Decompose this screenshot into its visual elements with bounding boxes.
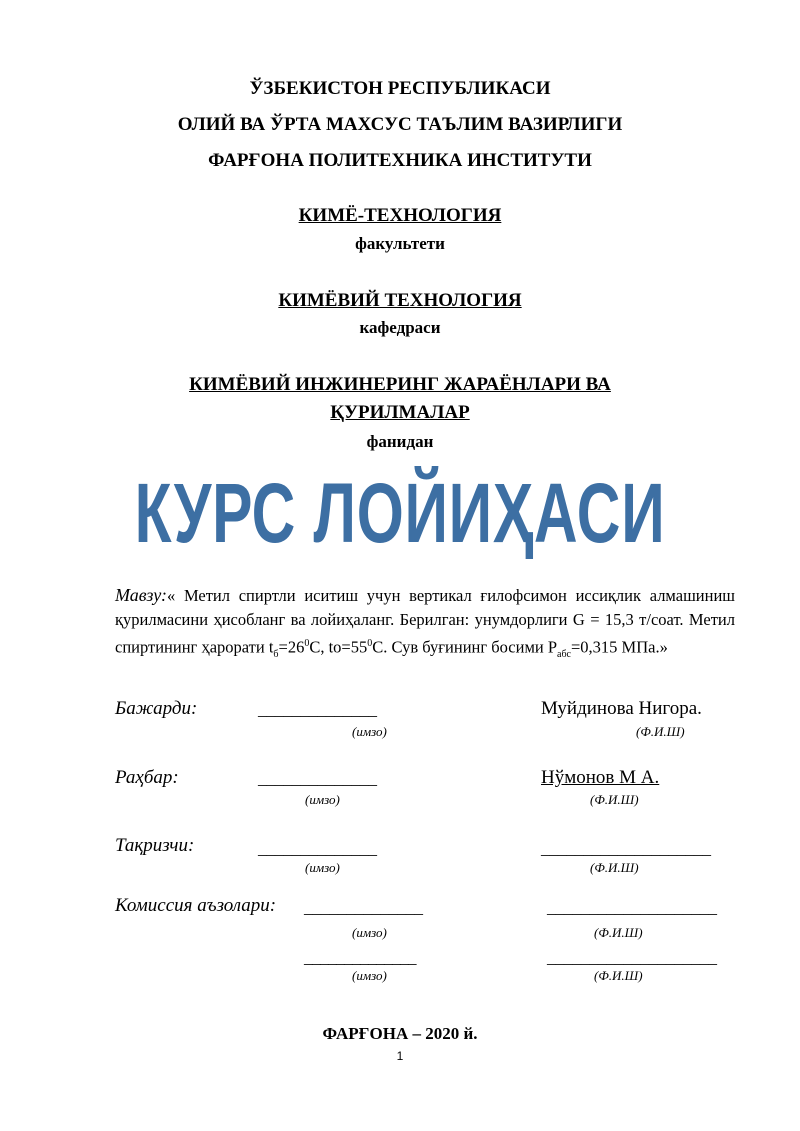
performer-signature-line: ______________ xyxy=(258,700,377,719)
supervisor-signature-line: ______________ xyxy=(258,769,377,788)
city-year: ФАРҒОНА – 2020 й. xyxy=(322,1024,478,1043)
commission-imzo-2: (имзо) xyxy=(352,968,387,983)
commission-signature-line-1: ______________ xyxy=(304,898,423,917)
supervisor-fish: (Ф.И.Ш) xyxy=(590,792,639,807)
department-name: КИМЁВИЙ ТЕХНОЛОГИЯ xyxy=(278,290,522,311)
faculty-suffix: факультети xyxy=(355,234,445,253)
reviewer-label: Тақризчи: xyxy=(115,835,195,856)
subject-suffix: фанидан xyxy=(366,432,434,451)
commission-name-line-2: ____________________ xyxy=(547,948,717,967)
institute-name: ФАРҒОНА ПОЛИТЕХНИКА ИНСТИТУТИ xyxy=(208,150,592,171)
ministry-name: ОЛИЙ ВА ЎРТА МАХСУС ТАЪЛИМ ВАЗИРЛИГИ xyxy=(177,114,623,135)
reviewer-signature-line: ______________ xyxy=(258,839,377,858)
commission-name-line-1: ____________________ xyxy=(547,898,717,917)
reviewer-fish: (Ф.И.Ш) xyxy=(590,860,639,875)
topic-paragraph: Мавзу:« Метил спиртли иситиш учун вертикал ғилофсимон иссиқлик алмашиниш қурилмасини ҳисобланг ва лойиҳаланг. Берилган: унумдорлиги G = 15,3 т/соат. Метил спиртининг ҳарорати $t_б=26^0С$, $to=55^0С$. Сув буғининг босими $Р_{абс}=0,315$ МПа.» xyxy=(115,585,735,660)
commission-fish-1: (Ф.И.Ш) xyxy=(594,925,643,940)
subject-name-line2: ҚУРИЛМАЛАР xyxy=(330,402,470,423)
commission-label: Комиссия аъзолари: xyxy=(115,895,277,916)
performer-label: Бажарди: xyxy=(115,698,198,719)
supervisor-imzo: (имзо) xyxy=(305,792,340,807)
commission-imzo-1: (имзо) xyxy=(352,925,387,940)
page-number: 1 xyxy=(396,1049,404,1063)
ministry-country: ЎЗБЕКИСТОН РЕСПУБЛИКАСИ xyxy=(249,78,551,99)
supervisor-label: Раҳбар: xyxy=(115,767,179,788)
performer-imzo: (имзо) xyxy=(352,724,387,739)
title-wrapper xyxy=(0,465,800,575)
reviewer-imzo: (имзо) xyxy=(305,860,340,875)
topic-label: Мавзу: xyxy=(115,585,167,605)
performer-name: Муйдинова Нигора. xyxy=(541,698,702,719)
performer-fish: (Ф.И.Ш) xyxy=(636,724,685,739)
department-suffix: кафедраси xyxy=(359,318,441,337)
commission-signature-line-2: ______________ xyxy=(304,948,416,967)
subject-name-line1: КИМЁВИЙ ИНЖИНЕРИНГ ЖАРАЁНЛАРИ ВА xyxy=(189,374,611,395)
course-project-title: КУРС ЛОЙИҲАСИ xyxy=(134,466,666,560)
commission-fish-2: (Ф.И.Ш) xyxy=(594,968,643,983)
faculty-name: КИМЁ-ТЕХНОЛОГИЯ xyxy=(298,205,502,226)
reviewer-name-line: ____________________ xyxy=(541,839,711,858)
supervisor-name: Нўмонов М А. xyxy=(541,767,660,788)
